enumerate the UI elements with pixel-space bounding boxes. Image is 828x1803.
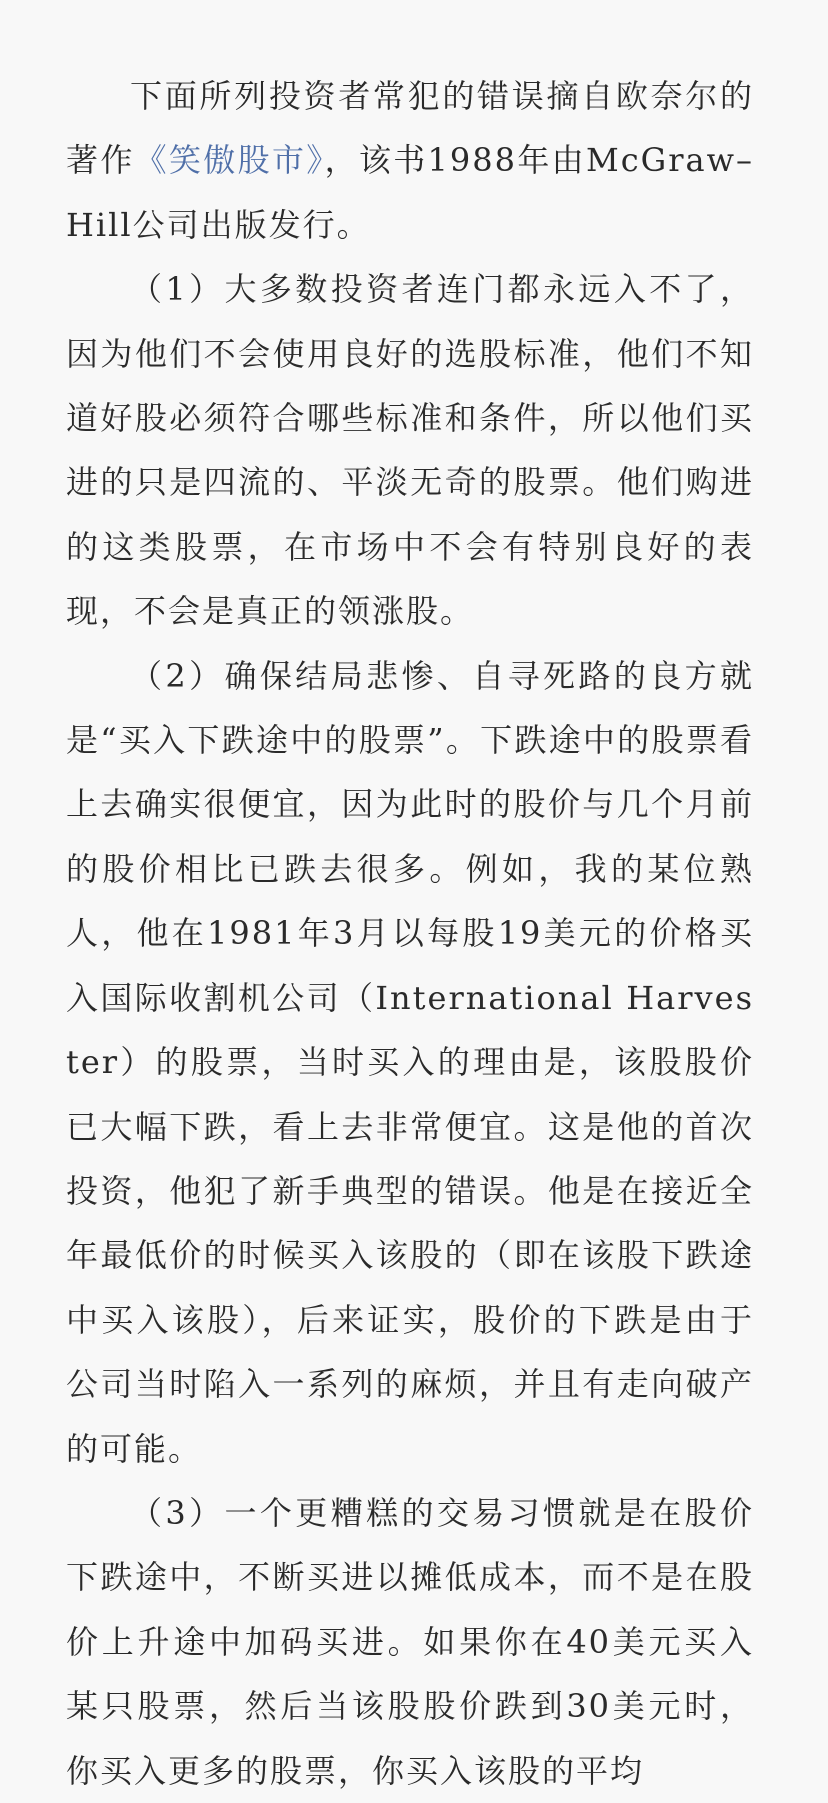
- intro-text-before-link: 下面所列投资者常犯的错误摘自欧奈尔的著作: [66, 77, 754, 180]
- mistake-paragraph-2: （2）确保结局悲惨、自寻死路的良方就是“买入下跌途中的股票”。下跌途中的股票看上去确实很便宜，因为此时的股价与几个月前的股价相比已跌去很多。例如，我的某位熟人，他在1981年3月以每股19美元的价格买入国际收割机公司（International Harvester）的股票，当时买入的理由是，该股股价已大幅下跌，看上去非常便宜。这是他的首次投资，他犯了新手典型的错误。他是在接近全年最低价的时候买入该股的（即在该股下跌途中买入该股），后来证实，股价的下跌是由于公司当时陷入一系列的麻烦，并且有走向破产的可能。: [66, 656, 754, 1468]
- intro-paragraph: [66, 64, 754, 257]
- mistake-paragraph-3: （3）一个更糟糕的交易习惯就是在股价下跌途中，不断买进以摊低成本，而不是在股价上升途中加码买进。如果你在40美元买入某只股票，然后当该股股价跌到30美元时，你买入更多的股票，你买入该股的平均: [66, 1493, 754, 1790]
- mistake-paragraph-1: （1）大多数投资者连门都永远入不了，因为他们不会使用良好的选股标准，他们不知道好股必须符合哪些标准和条件，所以他们买进的只是四流的、平淡无奇的股票。他们购进的这类股票，在市场中不会有特别良好的表现，不会是真正的领涨股。: [66, 270, 754, 631]
- book-title-link[interactable]: 《笑傲股市》: [134, 141, 325, 180]
- intro-text-after-link: ，该书1988年由McGraw–Hill公司出版发行。: [66, 141, 754, 244]
